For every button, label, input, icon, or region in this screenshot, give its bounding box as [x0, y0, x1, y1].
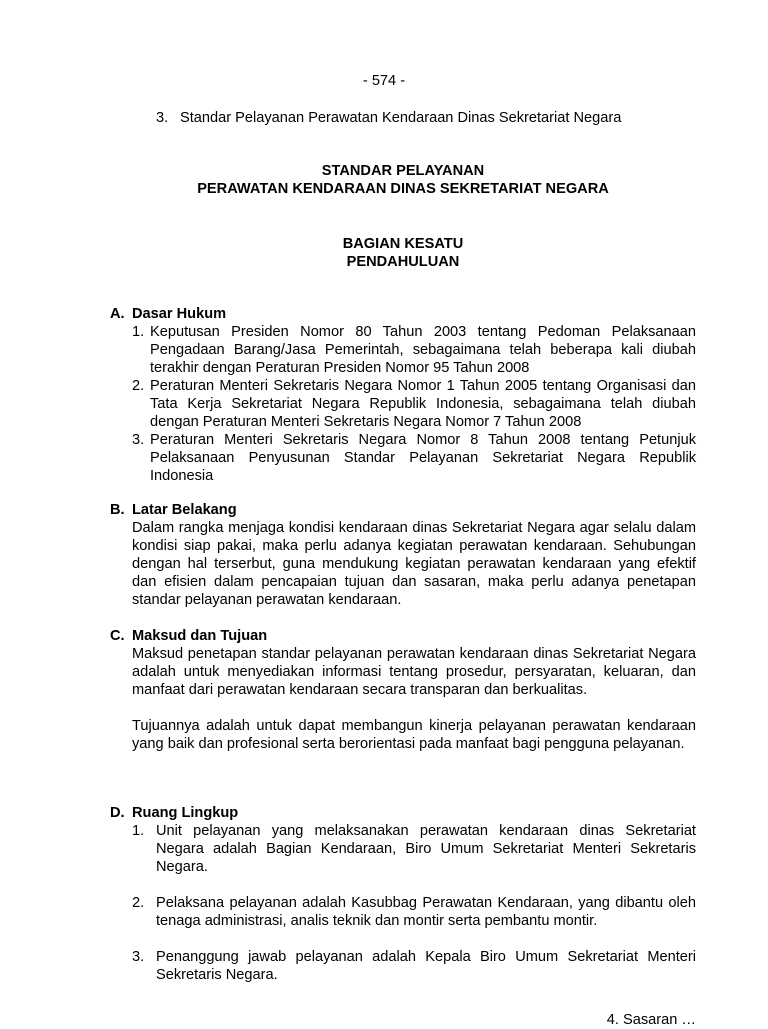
section-letter: B.	[110, 502, 125, 518]
section-latar-belakang	[110, 501, 696, 609]
part-title	[0, 235, 768, 271]
section-letter: D.	[110, 805, 125, 821]
section-dasar-hukum	[110, 305, 696, 485]
section-title	[110, 305, 696, 323]
list-item	[110, 822, 696, 876]
item-text: Unit pelayanan yang melaksanakan perawatan kendaraan dinas Sekretariat Negara adalah Bagian Kendaraan, Biro Umum Sekretariat Menteri Sekretaris Negara.	[156, 823, 696, 875]
item-number: 1.	[132, 324, 145, 340]
heading-text: Standar Pelayanan Perawatan Kendaraan Dinas Sekretariat Negara	[180, 110, 622, 126]
item-number: 2.	[132, 895, 145, 911]
list-item	[110, 431, 696, 485]
part-line-1: BAGIAN KESATU	[342, 236, 464, 252]
item-number: 2.	[132, 378, 145, 394]
item-text: Penanggung jawab pelayanan adalah Kepala Biro Umum Sekretariat Menteri Sekretaris Negara.	[156, 949, 696, 983]
section-letter: A.	[110, 306, 125, 322]
legal-basis-list	[110, 323, 696, 485]
section-title-text: Dasar Hukum	[132, 306, 227, 322]
document-heading	[156, 109, 621, 127]
section-title-text: Latar Belakang	[132, 502, 237, 518]
title-line-1: STANDAR PELAYANAN	[321, 163, 485, 179]
scope-list	[110, 822, 696, 984]
section-title	[110, 501, 696, 519]
section-title-text: Maksud dan Tujuan	[132, 628, 268, 644]
section-paragraph: Maksud penetapan standar pelayanan perawatan kendaraan dinas Sekretariat Negara adalah untuk menyediakan informasi tentang prosedur, persyaratan, keluaran, dan manfaat dari perawatan kendaraan secara transparan dan berkualitas.	[132, 646, 696, 698]
part-line-2: PENDAHULUAN	[346, 254, 460, 270]
item-number: 3.	[132, 949, 145, 965]
section-ruang-lingkup	[110, 804, 696, 984]
list-item	[110, 323, 696, 377]
section-letter: C.	[110, 628, 125, 644]
continuation-note: 4. Sasaran …	[606, 1012, 696, 1028]
section-title	[110, 627, 696, 645]
section-paragraph: Dalam rangka menjaga kondisi kendaraan dinas Sekretariat Negara agar selalu dalam kondisi siap pakai, maka perlu adanya kegiatan perawatan kendaraan. Sehubungan dengan hal terserbut, guna mendukung kegiatan perawatan kendaraan yang efektif dan efisien dalam pencapaian tujuan dan sasaran, maka perlu adanya penetapan standar pelayanan perawatan kendaraan.	[132, 520, 696, 608]
item-text: Pelaksana pelayanan adalah Kasubbag Perawatan Kendaraan, yang dibantu oleh tenaga administrasi, analis teknik dan montir serta pembantu montir.	[156, 895, 696, 929]
list-item	[110, 948, 696, 984]
section-title	[110, 804, 696, 822]
item-text: Keputusan Presiden Nomor 80 Tahun 2003 tentang Pedoman Pelaksanaan Pengadaan Barang/Jasa Pemerintah, sebagaimana telah beberapa kali diubah terakhir dengan Peraturan Presiden Nomor 95 Tahun 2008	[150, 324, 696, 376]
heading-number: 3.	[156, 110, 169, 126]
item-text: Peraturan Menteri Sekretaris Negara Nomor 8 Tahun 2008 tentang Petunjuk Pelaksanaan Penyusunan Standar Pelayanan Sekretariat Negara Republik Indonesia	[150, 432, 696, 484]
section-paragraph: Tujuannya adalah untuk dapat membangun kinerja pelayanan perawatan kendaraan yang baik dan profesional serta berorientasi pada manfaat bagi pengguna pelayanan.	[132, 718, 696, 752]
document-title	[0, 162, 768, 198]
item-number: 1.	[132, 823, 145, 839]
list-item	[110, 894, 696, 930]
item-number: 3.	[132, 432, 145, 448]
title-line-2: PERAWATAN KENDARAAN DINAS SEKRETARIAT NEGARA	[197, 181, 609, 197]
page-number: - 574 -	[362, 73, 406, 89]
item-text: Peraturan Menteri Sekretaris Negara Nomor 1 Tahun 2005 tentang Organisasi dan Tata Kerja Sekretariat Negara Republik Indonesia, sebagaimana telah diubah dengan Peraturan Menteri Sekretaris Negara Nomor 7 Tahun 2008	[150, 378, 696, 430]
section-title-text: Ruang Lingkup	[132, 805, 239, 821]
section-maksud-tujuan	[110, 627, 696, 753]
list-item	[110, 377, 696, 431]
